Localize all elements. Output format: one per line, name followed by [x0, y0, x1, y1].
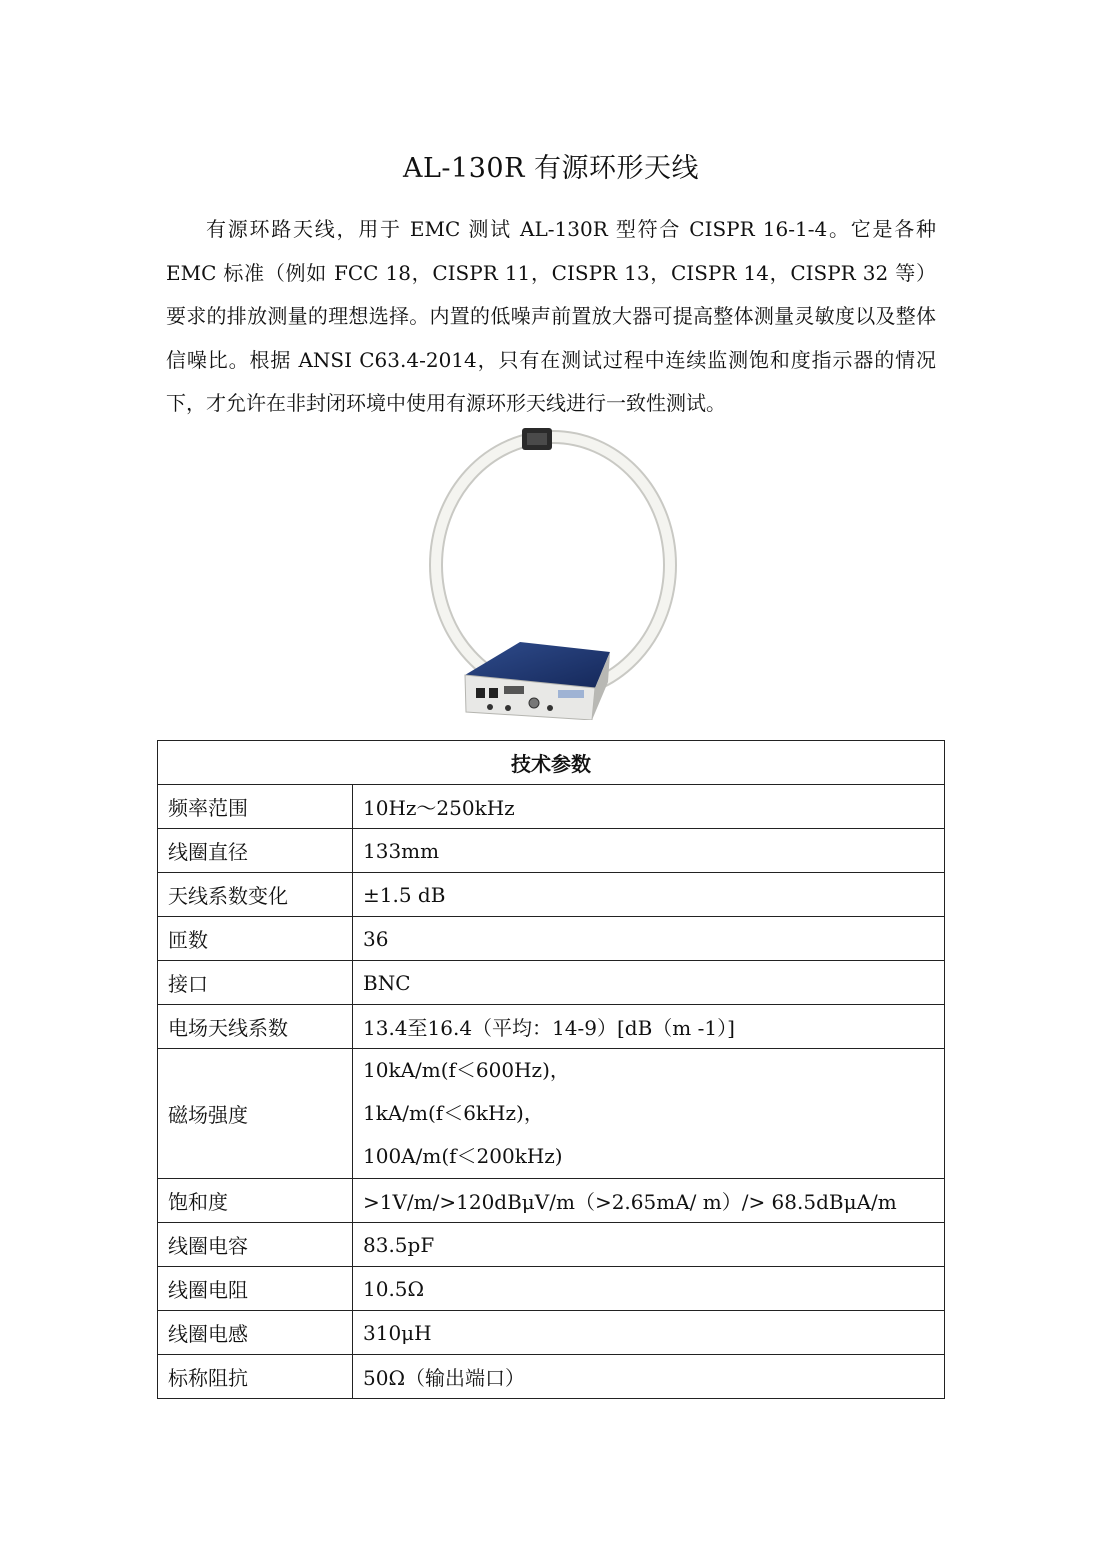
spec-label: 线圈电感 — [158, 1311, 353, 1355]
table-row — [158, 1267, 945, 1311]
spec-label: 接口 — [158, 961, 353, 1005]
table-row — [158, 1355, 945, 1399]
table-row — [158, 829, 945, 873]
spec-value: 133mm — [353, 829, 945, 873]
spec-value-line: 10kA/m(f＜600Hz)， — [363, 1058, 570, 1082]
spec-value: 83.5pF — [353, 1223, 945, 1267]
spec-label: 线圈直径 — [158, 829, 353, 873]
table-row — [158, 1005, 945, 1049]
spec-label: 线圈电阻 — [158, 1267, 353, 1311]
spec-label: 标称阻抗 — [158, 1355, 353, 1399]
page-title: AL-130R 有源环形天线 — [403, 153, 699, 184]
table-row — [158, 873, 945, 917]
spec-value-multiline — [353, 1049, 945, 1179]
table-row — [158, 1049, 945, 1179]
spec-label: 频率范围 — [158, 785, 353, 829]
spec-table-header-row — [158, 741, 945, 785]
spec-value: 10Hz～250kHz — [353, 785, 945, 829]
spec-label: 饱和度 — [158, 1179, 353, 1223]
spec-label: 天线系数变化 — [158, 873, 353, 917]
spec-value: 36 — [353, 917, 945, 961]
spec-label: 电场天线系数 — [158, 1005, 353, 1049]
spec-value: 50Ω（输出端口） — [353, 1355, 945, 1399]
spec-value: >1V/m/>120dBμV/m（>2.65mA/ m）/> 68.5dBμA/m — [353, 1179, 945, 1223]
table-row — [158, 1311, 945, 1355]
spec-label: 线圈电容 — [158, 1223, 353, 1267]
spec-value: ±1.5 dB — [353, 873, 945, 917]
spec-value: 310μH — [353, 1311, 945, 1355]
spec-table-header: 技术参数 — [158, 741, 945, 785]
table-row — [158, 1179, 945, 1223]
spec-value: 10.5Ω — [353, 1267, 945, 1311]
spec-table — [157, 740, 945, 1399]
spec-value: 13.4至16.4（平均：14-9）[dB（m -1）] — [353, 1005, 945, 1049]
spec-label: 匝数 — [158, 917, 353, 961]
antenna-product-photo — [420, 420, 690, 720]
table-row — [158, 1223, 945, 1267]
intro-paragraph: 有源环路天线，用于 EMC 测试 AL-130R 型符合 CISPR 16-1-4。它是各种 EMC 标准（例如 FCC 18，CISPR 11，CISPR 13，CISPR 14，CISPR 32 等）要求的排放测量的理想选择。内置的低噪声前置放大器可提高整体测量灵敏度以及整体信噪比。根据 ANSI C63.4-2014，只有在测试过程中连续监测饱和度指示器的情况下，才允许在非封闭环境中使用有源环形天线进行一致性测试。 — [166, 217, 936, 416]
spec-value-line: 100A/m(f＜200kHz) — [363, 1144, 563, 1168]
table-row — [158, 785, 945, 829]
spec-label: 磁场强度 — [158, 1049, 353, 1179]
table-row — [158, 961, 945, 1005]
spec-value-line: 1kA/m(f＜6kHz)， — [363, 1101, 544, 1125]
table-row — [158, 917, 945, 961]
spec-value: BNC — [353, 961, 945, 1005]
